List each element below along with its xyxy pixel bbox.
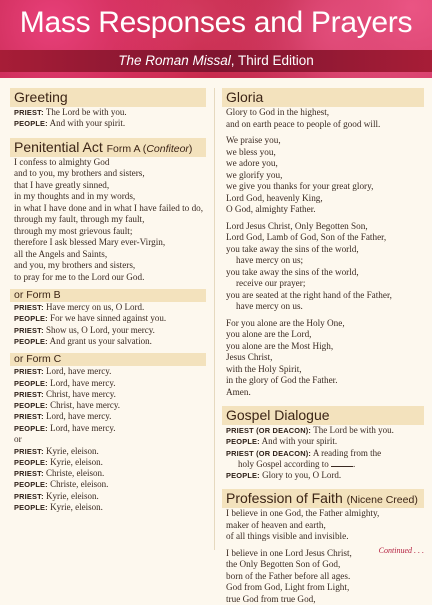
greeting-dialogue xyxy=(10,107,206,130)
speaker-label: PEOPLE: xyxy=(14,336,48,346)
speaker-label: PEOPLE: xyxy=(14,503,48,513)
verse-line: we adore you, xyxy=(226,158,278,168)
response-text: Kyrie, eleison. xyxy=(46,490,99,501)
text-line: I confess to almighty God xyxy=(14,156,110,167)
text-line: all the Angels and Saints, xyxy=(14,248,108,259)
dialogue-line xyxy=(14,411,202,422)
speaker-label: PEOPLE: xyxy=(226,437,260,447)
response-text: Christ, have mercy. xyxy=(46,388,116,399)
dialogue-line xyxy=(14,423,202,434)
speaker-label: PRIEST: xyxy=(14,491,44,501)
fill-in-blank xyxy=(331,460,353,467)
verse-line: we glorify you, xyxy=(226,169,283,180)
dialogue-line xyxy=(14,302,202,313)
form-b-label: or Form B xyxy=(10,289,206,302)
dialogue-line xyxy=(14,325,202,336)
speaker-label: PEOPLE: xyxy=(14,423,48,433)
text-line: through my fault, through my fault, xyxy=(14,214,145,225)
penitential-heading xyxy=(10,138,206,157)
right-column xyxy=(222,88,424,605)
profession-note: (Nicene Creed) xyxy=(346,494,418,507)
verse-line: For you alone are the Holy One, xyxy=(226,317,345,328)
response-text: And with your spirit. xyxy=(261,436,338,447)
response-text: Christe, eleison. xyxy=(50,479,109,490)
verse-line: Lord God, heavenly King, xyxy=(226,192,323,203)
gospel-dialogue-heading: Gospel Dialogue xyxy=(222,406,424,425)
dialogue-line xyxy=(14,389,202,400)
verse-line: I believe in one Lord Jesus Christ, xyxy=(226,547,352,558)
text-line: therefore I ask blessed Mary ever-Virgin, xyxy=(14,237,166,248)
penitential-title: Penitential Act xyxy=(14,138,103,155)
response-text: Glory to you, O Lord. xyxy=(262,470,342,481)
form-b-dialogue xyxy=(10,302,206,347)
verse-line: Glory to God in the highest, xyxy=(226,107,330,117)
response-text: A reading from the xyxy=(312,447,382,458)
form-c-label: or Form C xyxy=(10,353,206,366)
speaker-label: PEOPLE: xyxy=(14,457,48,467)
verse-line: with the Holy Spirit, xyxy=(226,363,302,374)
text-line: that I have greatly sinned, xyxy=(14,179,110,190)
dialogue-line xyxy=(14,446,202,457)
subtitle xyxy=(0,50,432,72)
verse-line: you are seated at the right hand of the Father, xyxy=(226,289,392,300)
gloria-text xyxy=(222,107,424,398)
dialogue-line xyxy=(14,107,202,118)
text-line: to pray for me to the Lord our God. xyxy=(14,271,145,282)
response-text: Christ, have mercy. xyxy=(50,400,120,411)
speaker-label: PEOPLE: xyxy=(14,401,48,411)
response-text: Kyrie, eleison. xyxy=(50,502,103,513)
response-text: Kyrie, eleison. xyxy=(50,456,103,467)
dialogue-line xyxy=(14,502,202,513)
verse-line: in the glory of God the Father. xyxy=(226,375,338,385)
verse-line: you alone are the Most High, xyxy=(226,340,334,351)
response-text: The Lord be with you. xyxy=(45,107,127,117)
or-label: or xyxy=(14,434,22,445)
page-title: Mass Responses and Prayers xyxy=(19,6,413,39)
penitential-form-note: Form A (Confiteor) xyxy=(106,142,193,155)
dialogue-line xyxy=(14,479,202,490)
verse-line: O God, almighty Father. xyxy=(226,204,316,214)
text-line: through my most grievous fault; xyxy=(14,225,133,236)
column-divider xyxy=(214,88,215,550)
response-text: Kyrie, eleison. xyxy=(46,445,99,456)
verse-line: Lord Jesus Christ, Only Begotten Son, xyxy=(226,220,368,231)
dialogue-line xyxy=(14,366,202,377)
dialogue-line xyxy=(226,448,420,459)
response-text: Lord, have mercy. xyxy=(46,411,112,422)
text-line: in what I have done and in what I have failed to do, xyxy=(14,202,204,213)
speaker-label: PEOPLE: xyxy=(226,471,260,481)
confiteor-text xyxy=(10,157,206,284)
form-c-dialogue xyxy=(10,366,206,434)
response-text: And with your spirit. xyxy=(49,118,126,129)
verse-line: receive our prayer; xyxy=(236,278,306,288)
verse-line: born of the Father before all ages. xyxy=(226,570,351,581)
greeting-heading: Greeting xyxy=(10,88,206,107)
speaker-label: PEOPLE: xyxy=(14,314,48,324)
verse-line: I believe in one God, the Father almighty, xyxy=(226,508,380,519)
speaker-label: PRIEST (OR DEACON): xyxy=(226,426,312,435)
dialogue-line xyxy=(14,313,202,324)
response-text: Christe, eleison. xyxy=(46,468,105,479)
verse-line: we give you thanks for your great glory, xyxy=(226,181,374,191)
dialogue-line xyxy=(14,468,202,479)
speaker-label: PRIEST (OR DEACON): xyxy=(226,448,312,458)
creed-text xyxy=(222,508,424,605)
profession-heading xyxy=(222,489,424,508)
speaker-label: PRIEST: xyxy=(14,412,44,422)
response-text: For we have sinned against you. xyxy=(50,313,167,324)
header-banner xyxy=(0,0,432,78)
dialogue-line xyxy=(14,118,202,129)
verse-line: Jesus Christ, xyxy=(226,352,273,362)
verse-line: Amen. xyxy=(226,386,251,397)
verse-line: the Only Begotten Son of God, xyxy=(226,559,341,570)
subtitle-emphasis: The Roman Missal xyxy=(118,53,231,68)
verse-line: God from God, Light from Light, xyxy=(226,582,350,593)
dialogue-line-continued: holy Gospel according to . xyxy=(238,458,356,469)
response-text: Show us, O Lord, your mercy. xyxy=(46,324,155,335)
speaker-label: PRIEST: xyxy=(14,469,44,479)
verse-line: you take away the sins of the world, xyxy=(226,243,359,254)
gloria-heading: Gloria xyxy=(222,88,424,107)
response-text: Lord, have mercy. xyxy=(50,422,116,433)
profession-title: Profession of Faith xyxy=(226,490,343,507)
form-c-greek-dialogue xyxy=(10,446,206,514)
gospel-dialogue xyxy=(222,425,424,481)
dialogue-line xyxy=(14,336,202,347)
response-text: Have mercy on us, O Lord. xyxy=(46,302,145,313)
left-column xyxy=(10,88,206,513)
verse-line: We praise you, xyxy=(226,135,281,145)
dialogue-line xyxy=(14,378,202,389)
response-text: Lord, have mercy. xyxy=(50,377,116,388)
response-text: And grant us your salvation. xyxy=(49,335,152,346)
dialogue-line xyxy=(14,400,202,411)
text-line: and to you, my brothers and sisters, xyxy=(14,168,145,179)
verse-line: have mercy on us. xyxy=(236,301,303,311)
dialogue-line xyxy=(14,457,202,468)
verse-line: and on earth peace to people of good will. xyxy=(226,118,381,129)
speaker-label: PRIEST: xyxy=(14,108,44,117)
verse-line: we bless you, xyxy=(226,146,276,157)
speaker-label: PRIEST: xyxy=(14,389,44,399)
verse-line: true God from true God, xyxy=(226,593,316,604)
dialogue-line xyxy=(14,491,202,502)
speaker-label: PRIEST: xyxy=(14,303,44,313)
dialogue-line xyxy=(226,470,420,481)
verse-line: you take away the sins of the world, xyxy=(226,266,359,277)
speaker-label: PRIEST: xyxy=(14,325,44,335)
speaker-label: PRIEST: xyxy=(14,367,44,377)
response-text: The Lord be with you. xyxy=(313,425,394,435)
speaker-label: PRIEST: xyxy=(14,446,44,456)
speaker-label: PEOPLE: xyxy=(14,480,48,490)
speaker-label: PEOPLE: xyxy=(14,378,48,388)
verse-line: have mercy on us; xyxy=(236,255,304,265)
verse-line: Lord God, Lamb of God, Son of the Father, xyxy=(226,232,387,242)
response-text: Lord, have mercy. xyxy=(46,366,112,377)
text-line: and you, my brothers and sisters, xyxy=(14,260,136,271)
speaker-label: PEOPLE: xyxy=(14,119,48,129)
subtitle-rest: , Third Edition xyxy=(230,53,314,68)
continued-note: Continued . . . xyxy=(378,546,424,555)
text-line: in my thoughts and in my words, xyxy=(14,191,136,202)
dialogue-line xyxy=(226,425,420,436)
verse-line: of all things visible and invisible. xyxy=(226,531,349,542)
verse-line: maker of heaven and earth, xyxy=(226,519,326,530)
verse-line: you alone are the Lord, xyxy=(226,329,312,339)
dialogue-line xyxy=(226,436,420,447)
